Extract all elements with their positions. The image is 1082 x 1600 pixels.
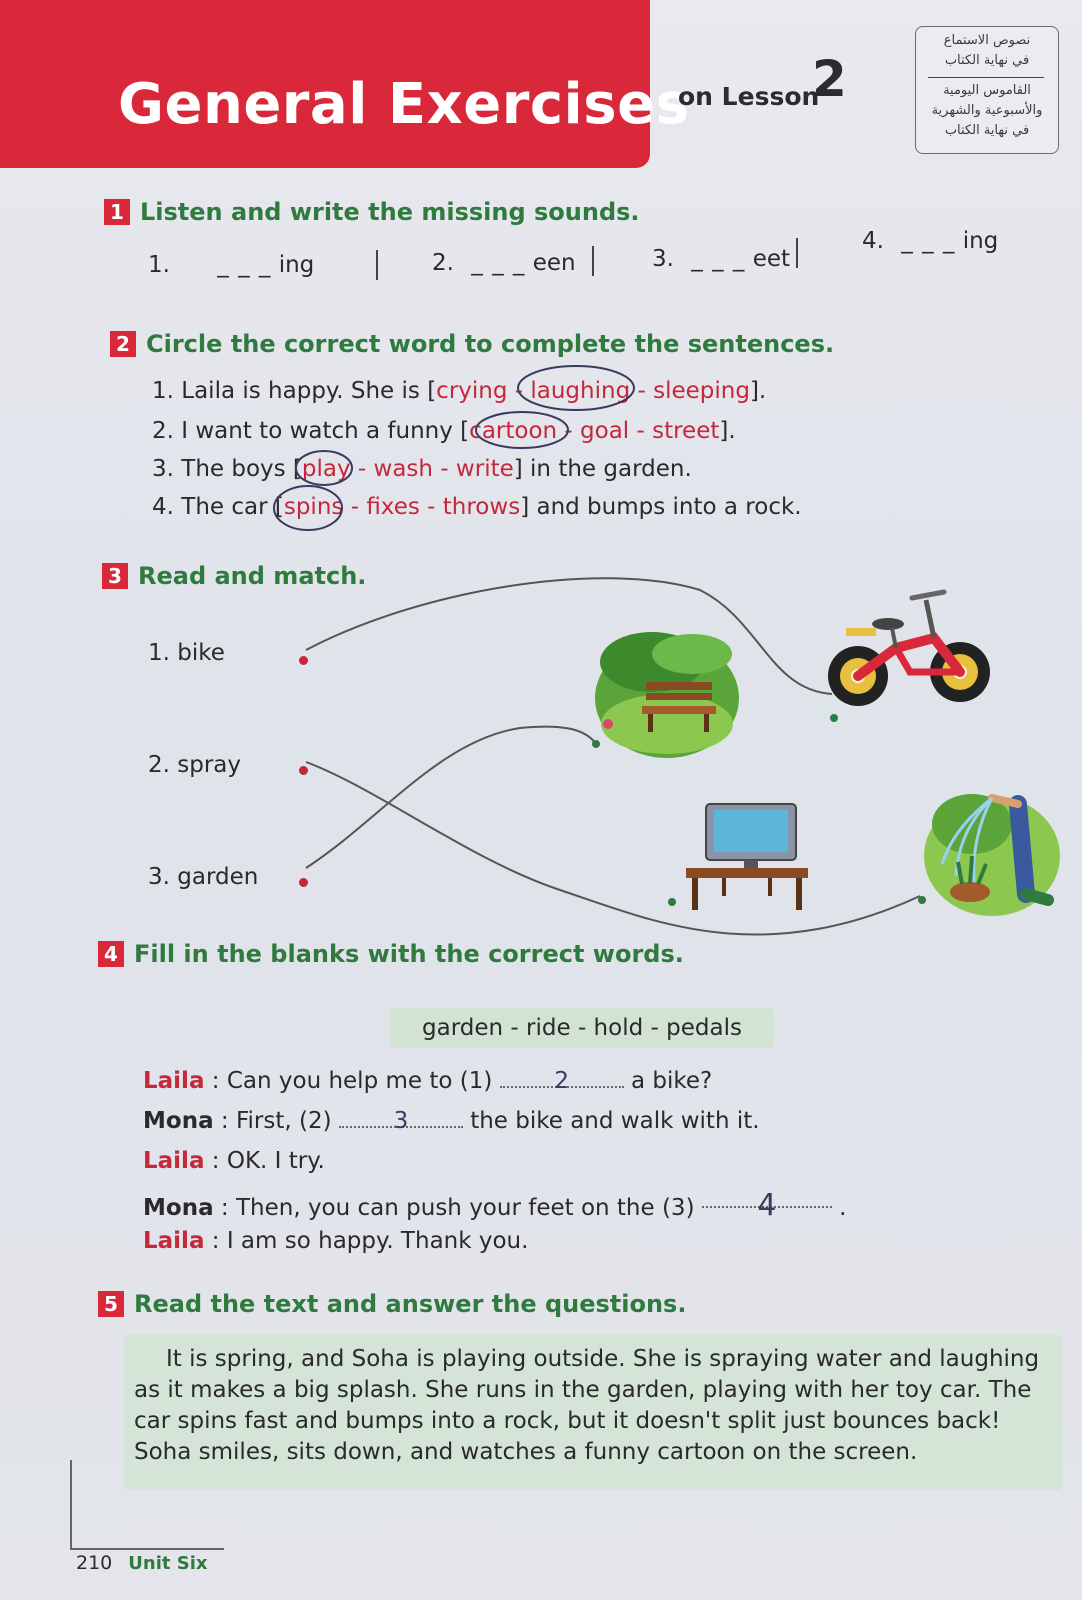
- sentence-number: 1.: [152, 378, 174, 404]
- match-dot-bike-picture[interactable]: [830, 714, 838, 722]
- match-line-spray: [306, 762, 920, 935]
- sentence-text: Laila is happy. She is [: [181, 378, 437, 404]
- option-spins[interactable]: spins: [283, 494, 344, 520]
- exercise-3-heading: [102, 562, 366, 590]
- sentence-text: ] in the garden.: [513, 456, 692, 482]
- ex1-item-4-blank[interactable]: _ _ _: [901, 228, 956, 254]
- blank-3-answer[interactable]: 4: [702, 1188, 832, 1208]
- match-word-bike: 1. bike: [148, 640, 225, 666]
- footer-bracket: [70, 1548, 224, 1550]
- dialogue-text: : Then, you can push your feet on the (3): [220, 1195, 695, 1221]
- sentence-text: ] and bumps into a rock.: [520, 494, 802, 520]
- speaker-mona: Mona: [143, 1195, 214, 1221]
- dialogue-line-5: [143, 1228, 528, 1254]
- match-word-spray: 2. spray: [148, 752, 241, 778]
- dialogue-line-3: [143, 1148, 325, 1174]
- exercise-2-instruction: Circle the correct word to complete the sentences.: [146, 330, 835, 358]
- exercise-4-heading: [98, 940, 684, 968]
- exercise-3-instruction: Read and match.: [138, 562, 367, 590]
- exercise-1-number: 1: [104, 199, 130, 225]
- ex1-item-1-number: 1.: [148, 252, 170, 278]
- dialogue-text: a bike?: [630, 1068, 713, 1094]
- page-footer: [76, 1552, 207, 1574]
- match-dot-garden[interactable]: [299, 878, 308, 887]
- lesson-number: 2: [812, 50, 847, 108]
- dialogue-line-4: [143, 1188, 846, 1221]
- match-dot-bike[interactable]: [299, 656, 308, 665]
- dialogue-text: : First, (2): [220, 1108, 332, 1134]
- sentence-number: 4.: [152, 494, 174, 520]
- option-write[interactable]: write: [455, 456, 514, 482]
- dialogue-text: .: [839, 1195, 847, 1221]
- sentence-text: The boys [: [181, 456, 302, 482]
- exercise-3-number: 3: [102, 563, 128, 589]
- ex1-item-2-suffix: een: [532, 250, 576, 276]
- speaker-mona: Mona: [143, 1108, 214, 1134]
- reading-passage-box: [124, 1334, 1062, 1490]
- sentence-text: ].: [719, 418, 736, 444]
- ex1-item-3-blank[interactable]: _ _ _: [691, 246, 746, 272]
- ex1-item-1-suffix: ing: [278, 252, 315, 278]
- option-separator: -: [433, 456, 456, 482]
- arabic-line-4: والأسبوعية والشهرية: [931, 103, 1043, 118]
- arabic-line-3: القاموس اليومية: [943, 83, 1031, 98]
- exercise-2-number: 2: [110, 331, 136, 357]
- dialogue-line-2: [143, 1108, 760, 1134]
- match-dot-tv-picture[interactable]: [668, 898, 676, 906]
- dialogue-text: : I am so happy. Thank you.: [211, 1228, 529, 1254]
- arabic-line-1: نصوص الاستماع: [943, 33, 1031, 48]
- sentence-number: 3.: [152, 456, 174, 482]
- circle-spins: [274, 486, 342, 530]
- ex1-item-4-suffix: ing: [962, 228, 999, 254]
- option-fixes[interactable]: fixes: [366, 494, 420, 520]
- exercise-5-number: 5: [98, 1291, 124, 1317]
- option-street[interactable]: street: [652, 418, 720, 444]
- blank-2-answer[interactable]: 3: [339, 1108, 463, 1128]
- arabic-line-5: في نهاية الكتاب: [944, 123, 1030, 138]
- bike-illustration[interactable]: [826, 588, 996, 712]
- footer-bracket: [70, 1460, 72, 1548]
- option-play[interactable]: play: [301, 456, 351, 482]
- page-number: 210: [76, 1552, 113, 1574]
- option-cartoon[interactable]: cartoon: [469, 418, 558, 444]
- ex1-item-2-blank[interactable]: _ _ _: [471, 250, 526, 276]
- option-laughing[interactable]: laughing: [530, 378, 631, 404]
- arabic-line-2: في نهاية الكتاب: [944, 53, 1030, 68]
- ex1-item-1-blank[interactable]: _ _ _: [217, 252, 272, 278]
- unit-label: Unit Six: [128, 1553, 208, 1574]
- option-separator: -: [630, 378, 654, 404]
- ex1-item-3-number: 3.: [652, 246, 674, 272]
- option-separator: -: [350, 456, 374, 482]
- sentence-text: The car [: [181, 494, 284, 520]
- option-separator: -: [343, 494, 367, 520]
- tv-illustration[interactable]: [682, 800, 812, 912]
- sentence-text: ].: [749, 378, 767, 404]
- option-wash[interactable]: wash: [373, 456, 433, 482]
- ex1-item-4-number: 4.: [862, 228, 884, 254]
- sentence-number: 2.: [152, 418, 174, 444]
- ex1-item-2-number: 2.: [432, 250, 454, 276]
- spraying-water-illustration[interactable]: [922, 784, 1064, 918]
- circle-play: [296, 451, 352, 485]
- dialogue-line-1: [143, 1068, 712, 1094]
- exercise-4-number: 4: [98, 941, 124, 967]
- speaker-laila: Laila: [143, 1228, 205, 1254]
- option-separator: -: [629, 418, 653, 444]
- park-bench-illustration[interactable]: [592, 632, 742, 760]
- dialogue-text: : OK. I try.: [211, 1148, 325, 1174]
- ex1-item-3-suffix: eet: [752, 246, 791, 272]
- exercise-5-instruction: Read the text and answer the questions.: [134, 1290, 687, 1318]
- option-crying[interactable]: crying: [436, 378, 508, 404]
- option-separator: -: [557, 418, 581, 444]
- match-line-bike: [306, 578, 832, 694]
- circle-cartoon: [476, 412, 568, 448]
- word-bank: [390, 1008, 774, 1048]
- option-throws[interactable]: throws: [442, 494, 521, 520]
- lesson-label: on Lesson: [678, 82, 820, 111]
- word-bank-text: garden - ride - hold - pedals: [422, 1015, 742, 1041]
- exercise-1-instruction: Listen and write the missing sounds.: [140, 198, 640, 226]
- speaker-laila: Laila: [143, 1148, 205, 1174]
- page-title: General Exercises: [118, 72, 690, 137]
- match-line-garden: [306, 727, 596, 868]
- blank-1-answer[interactable]: 2: [500, 1068, 624, 1088]
- option-separator: -: [507, 378, 531, 404]
- match-word-garden: 3. garden: [148, 864, 259, 890]
- option-goal[interactable]: goal: [580, 418, 630, 444]
- exercise-4-instruction: Fill in the blanks with the correct words.: [134, 940, 684, 968]
- reading-passage: It is spring, and Soha is playing outside. She is spraying water and laughing as it makes a big splash. She runs in the garden, playing with her toy car. The car spins fast and bumps into a rock, but it doesn't split just bounces back! Soha smiles, sits down, and watches a funny cartoon on the screen.: [134, 1346, 1040, 1465]
- exercise-5-heading: [98, 1290, 686, 1318]
- sentence-text: I want to watch a funny [: [181, 418, 470, 444]
- dialogue-text: : Can you help me to (1): [211, 1068, 493, 1094]
- match-dot-spray[interactable]: [299, 766, 308, 775]
- speaker-laila: Laila: [143, 1068, 205, 1094]
- option-separator: -: [419, 494, 443, 520]
- option-sleeping[interactable]: sleeping: [653, 378, 750, 404]
- dialogue-text: the bike and walk with it.: [470, 1108, 760, 1134]
- circle-laughing: [518, 366, 634, 410]
